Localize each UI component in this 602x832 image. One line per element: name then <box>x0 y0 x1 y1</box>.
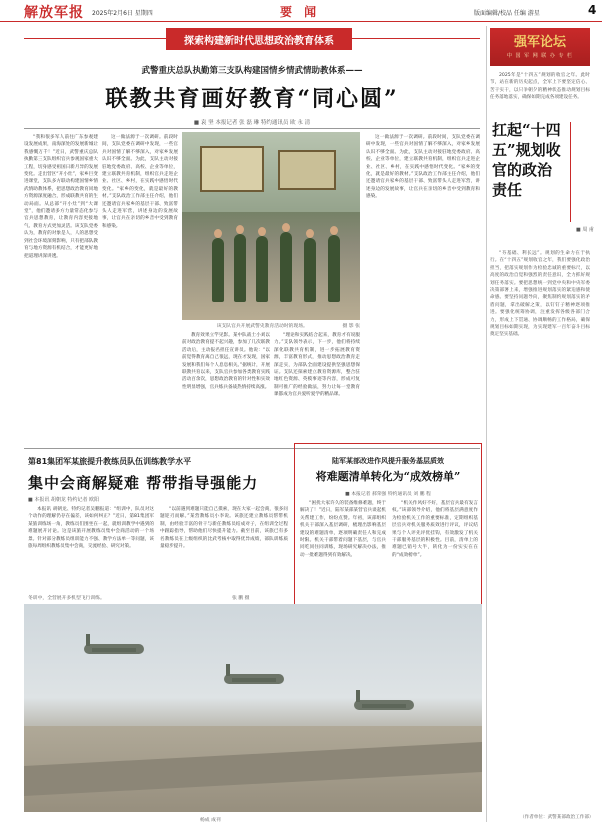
boxed-story-byline: ■ 本报记者 郝荣强 特约通讯员 刘 鹏 程 <box>345 492 431 497</box>
photo-aircraft-tail <box>86 634 90 646</box>
page-editors: 版面编辑/校品 任编 游星 <box>474 10 540 17</box>
top-story-byline: ■ 袁 坚 本报记者 张 磊 琳 特约通讯员 欧 永 清 <box>193 120 311 126</box>
boxed-story-headline[interactable]: 将难题清单转化为“成效榜单” <box>315 470 461 483</box>
masthead <box>0 0 602 22</box>
top-story-kicker: 武警重庆总队执勤第三支队构建国情乡情武情助教体系—— <box>141 66 363 76</box>
photo-credit: 摄 影 张 <box>342 324 360 329</box>
newspaper-logo: 解放军报 <box>24 5 84 21</box>
sidebar-divider <box>486 26 487 822</box>
second-story-column-1: 本报讯 胡朝龙、特约记者吴鹏报道：“组训中，队员对这个动作的理解仍存在偏差，该如何纠正？”近日，第81集团军某旅训练场一角，教练员们围坐在一起，就组训教学中遇到的难题展开讨论。这是该旅开展教练员集中会商活动的一个场景。针对部分教练员组训能力不强、教学方法单一等问题，该旅每周组织教练员集中会商，交流经验、研究对策。 <box>28 507 154 550</box>
top-story-column-2: 这一做法源于一次调研。前段时间，支队党委在调研中发现，一些官兵对国情了解不够深入，对家乡发展认识不够全面。为此，支队主动对接驻地党委政府、高校、企业等单位，建立联教共育机制，组织官兵走进企业、社区、乡村，在实践中感悟时代变化。“家乡的变化，就是最好的教材。”支队政治工作部主任介绍，他们还邀请官兵家乡的基层干部、致富带头人走进军营，讲述身边的发展故事，让官兵在亲切的乡音中受到教育和感染。 <box>102 135 178 229</box>
bottom-photo <box>24 604 482 812</box>
boxed-story-kicker: 陆军某部改进作风提升服务基层质效 <box>332 457 444 465</box>
photo-exhibit-board <box>278 150 336 190</box>
second-story-kicker: 第81集团军某旅提升教练员队伍训练教学水平 <box>28 457 192 466</box>
photo-exhibit-board <box>200 146 264 192</box>
photo-soldier <box>212 238 224 302</box>
second-story-column-2: “以前遇到难题只能自己摸索，现在大家一起会商，很多问题迎刃而解。”某营教练员小李说。该旅还建立教练员帮带机制，由经验丰富的骨干与新任教练员结成对子，在组训全过程中跟踪指导，帮助他们尽快提升能力。截至目前，该旅已有多名教练员在上级组织的比武考核中取得优异成绩，部队训练质量稳步提升。 <box>160 507 288 550</box>
photo-aircraft-wing <box>362 704 406 708</box>
theme-banner: 探索构建新时代思想政治教育体系 <box>166 28 352 50</box>
boxed-story-column-1: “困扰大家许久的装备维修难题，终于解决了！”近日，陆军某部某营官兵谈起机关帮建工作，纷纷点赞。年初，该部组织机关干部深入基层调研，梳理出影响基层建设的难题清单，逐项明确责任人和完成时限。机关干部带着问题下基层，与官兵同吃同住同训练，现场研究解决办法，推动一批难题得到有效解决。 <box>300 501 386 558</box>
photo-soldier <box>280 232 292 302</box>
divider <box>24 128 480 129</box>
photo-aircraft-tail <box>356 690 360 702</box>
photo-aircraft-tail <box>226 664 230 676</box>
photo-soldier <box>328 235 340 302</box>
page-editor: 杨成 成刊 <box>200 818 221 823</box>
sidebar-author: ■ 周 甫 <box>576 227 594 233</box>
sidebar-banner <box>490 28 590 66</box>
bottom-photo-caption: 冬训中，全营展开多机型飞行训练。 <box>28 596 105 601</box>
photo-soldier <box>304 238 316 302</box>
top-story-column-3: 教育效果立竿见影。某中队战士小刘以前对政治教育提不起兴趣，参加了几次联教活动后，主动报名担任宣讲员。他说：“以前觉得教育离自己很远，现在才发现，国家发展和我们每个人息息相关。”据统计，开展联教共育以来，支队官兵参加各类教育实践活动百余次，思想政治教育的针对性和实效性明显增强，官兵练兵备战热情持续高涨。 <box>182 333 270 390</box>
second-story-headline[interactable]: 集中会商解疑难 帮带指导强能力 <box>28 474 259 492</box>
boxed-story-column-2: “机关作风好不好，基层官兵最有发言权。”该部领导介绍，他们将基层满意度作为检验机关工作的重要标准，定期组织基层官兵对机关服务质效进行评议，评议结果与个人评先评优挂钩，有效激发了机关干部服务基层的积极性。目前，清单上的难题已销号大半，转化为一份实实在在的“成效榜单”。 <box>392 501 478 558</box>
top-story-photo <box>182 132 360 320</box>
section-title: 要 闻 <box>280 5 321 19</box>
top-story-headline[interactable]: 联教共育画好教育“同心圆” <box>105 86 399 112</box>
top-story-photo-caption <box>182 322 360 329</box>
photo-aircraft-wing <box>232 678 276 682</box>
photo-soldier <box>234 234 246 302</box>
photo-soldier <box>256 236 268 302</box>
sidebar-body: “夯基础、利长远”。规划的生命力在于执行。在“十四五”规划收官之年，我们要强化政治担当，把落实规划作为检验忠诚的重要标尺，以高度的政治自觉和强烈的责任意识，全力抓好规划任务落实。要把思想统一到党中央和中央军委决策部署上来，增强推进规划落实的紧迫感和使命感。要坚持问题导向，聚焦制约规划落实的矛盾问题，拿出破解之策，以钉钉子精神逐项推进。要强化统筹协调，注重发挥各级各部门合力，形成上下贯通、协调顺畅的工作格局，确保规划目标如期实现，为实现建军一百年奋斗目标奠定坚实基础。 <box>490 251 590 338</box>
photo-aircraft-wing <box>92 648 136 652</box>
sidebar-banner-title: 强军论坛 <box>513 35 566 50</box>
caption-text: 该支队官兵开展武警史教育活动时的现场。 <box>216 324 308 329</box>
second-story-byline: ■ 本报讯 胡朝龙 特约记者 欧阳 <box>28 497 100 503</box>
sidebar-intro: 2025年是“十四五”规划的收官之年。此时节，站在新的历史起点，全军上下要坚定信心、苦干实干，以只争朝夕的精神状态推动规划目标任务落地落实，确保如期完成各项建设任务。 <box>490 73 590 101</box>
top-story-column-1: “我和很多军人前往广东参观建设发展成果，南海深处的发展新城让我感慨万千！”近日，武警重庆总队执勤第三支队组织官兵参观国家重大工程，切身感受祖国日新月异的发展变化。走出营区“开小灶”，家乡巨变进课堂，支队多方联动构建国情乡情武情助教体系，把思想政治教育同地方资源深度融合，形成联教共育的生动局面。从总部“开小灶”到“大课堂”，他们邀请多方力量常态化参与官兵思想教育，让教育内容更接地气、教育方式更加灵活。该支队党委认为，教育的对象是人，人的思想受到社会环境深刻影响，只有把部队教育与地方资源有机结合，才能更好地把道理讲深讲透。 <box>24 135 98 259</box>
sidebar-accent-rule <box>570 122 571 222</box>
sidebar-headline[interactable]: 扛起“十四五”规划收官的政治责任 <box>492 121 561 199</box>
top-story-column-5: 这一做法源于一次调研。前段时间，支队党委在调研中发现，一些官兵对国情了解不够深入，对家乡发展认识不够全面。为此，支队主动对接驻地党委政府、高校、企业等单位，建立联教共育机制，组织官兵走进企业、社区、乡村，在实践中感悟时代变化。“家乡的变化，就是最好的教材。”支队政治工作部主任介绍，他们还邀请官兵家乡的基层干部、致富带头人走进军营，讲述身边的发展故事，让官兵在亲切的乡音中受到教育和感染。 <box>366 135 480 200</box>
issue-date: 2025年2月6日 星期四 <box>92 10 153 17</box>
sidebar-footer: （作者单位：武警某部政治工作部） <box>520 815 594 820</box>
bottom-photo-credit: 张 鹏 摄 <box>232 596 250 601</box>
top-story-column-4: “理论和实践结合起来，教育才有说服力。”支队领导表示，下一步，他们将持续深化联教共育机制，进一步拓展教育资源，丰富教育形式，推动思想政治教育走深走实，为部队全面建设提供坚强思想保证。支队还探索建立教育资源库，整合驻地红色资源、英模事迹等内容，形成可复制可推广的经验做法，努力让每一堂教育课都成为官兵爱听爱学的精品课。 <box>274 333 360 398</box>
page-number: 4 <box>588 3 597 17</box>
sidebar-banner-subtitle: 中 国 军 网 联 办 专 栏 <box>506 53 574 59</box>
